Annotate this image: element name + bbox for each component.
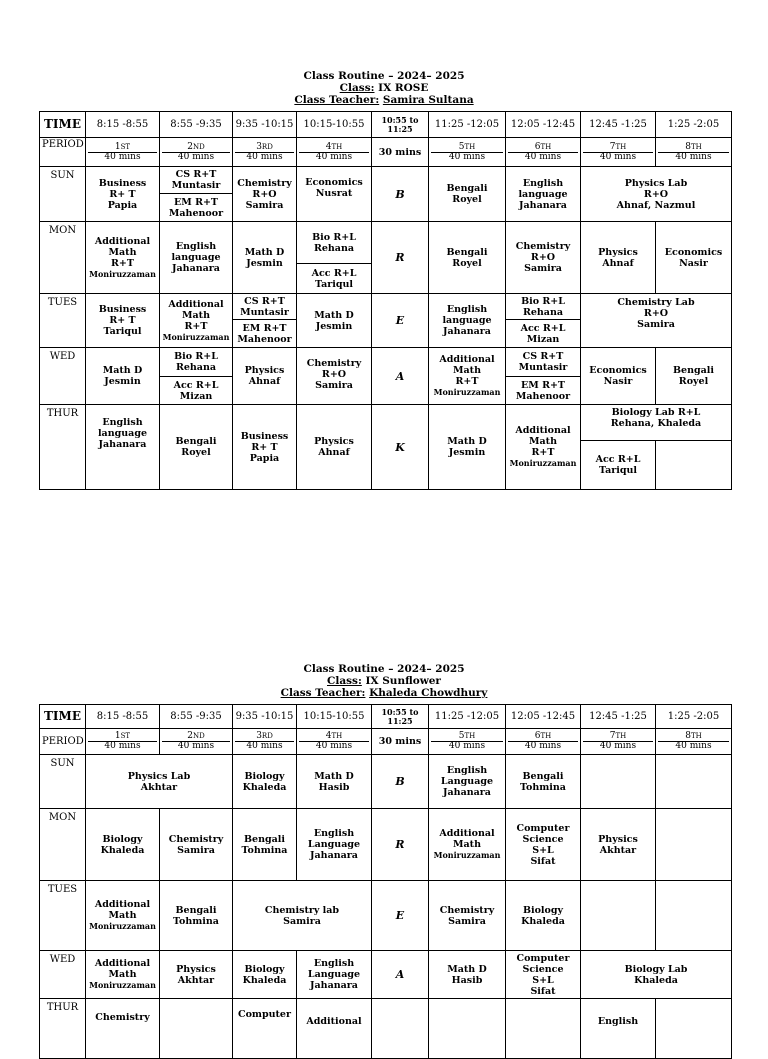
class-cell: English Language Jahanara [429, 755, 506, 809]
class-cell: English language Jahanara [506, 167, 581, 222]
routine-header-1 [0, 70, 768, 106]
time-slot-6: 12:05 -12:45 [506, 705, 581, 729]
class-cell: Biology Lab R+L Rehana, Khaleda [581, 405, 732, 441]
empty-cell [581, 755, 656, 809]
time-slot-3: 9:35 -10:15 [233, 112, 297, 138]
class-cell: Bengali Royel [429, 222, 506, 294]
class-label: Class: [327, 675, 362, 687]
empty-cell [506, 999, 581, 1059]
time-slot-5: 11:25 -12:05 [429, 705, 506, 729]
period-label: PERIOD [40, 138, 86, 167]
day-row-sun [40, 755, 732, 809]
empty-cell [160, 999, 233, 1059]
class-cell: English language Jahanara [86, 405, 160, 490]
routine-table-2 [39, 704, 732, 1059]
break-duration: 30 mins [372, 138, 429, 167]
class-cell: Physics Ahnaf [297, 405, 372, 490]
day-label: THUR [40, 405, 86, 490]
class-cell: Additional Math R+T Moniruzzaman [86, 222, 160, 294]
class-cell: Bio R+L Rehana [506, 294, 581, 320]
break-letter: R [372, 809, 429, 881]
class-name: IX Sunflower [365, 675, 441, 687]
period-1: 1ST 40 mins [86, 729, 160, 755]
day-row-mon [40, 809, 732, 881]
class-cell: Bio R+L Rehana [160, 348, 233, 377]
period-row [40, 138, 732, 167]
class-cell: Bengali Royel [656, 348, 732, 405]
day-row-wed [40, 348, 732, 377]
class-cell: Additional [297, 999, 372, 1059]
class-cell: English Language Jahanara [297, 809, 372, 881]
time-slot-7: 12:45 -1:25 [581, 705, 656, 729]
class-cell: Biology Lab Khaleda [581, 951, 732, 999]
period-8: 8TH 40 mins [656, 138, 732, 167]
time-label: TIME [40, 705, 86, 729]
teacher-line [0, 687, 768, 699]
class-cell: Biology Khaleda [506, 881, 581, 951]
break-letter: A [372, 951, 429, 999]
time-slot-8: 1:25 -2:05 [656, 705, 732, 729]
class-cell: English language Jahanara [160, 222, 233, 294]
class-cell: Computer [233, 999, 297, 1059]
time-slot-1: 8:15 -8:55 [86, 705, 160, 729]
class-cell: Physics Ahnaf [581, 222, 656, 294]
time-header-row [40, 705, 732, 729]
routine-table-1 [39, 111, 732, 490]
period-4: 4TH 40 mins [297, 729, 372, 755]
time-label: TIME [40, 112, 86, 138]
class-cell: Economics Nusrat [297, 167, 372, 222]
class-cell: Math D Hasib [429, 951, 506, 999]
day-label: WED [40, 951, 86, 999]
class-cell: Bengali Tohmina [233, 809, 297, 881]
class-cell: EM R+T Mahenoor [506, 377, 581, 405]
empty-cell [656, 809, 732, 881]
period-5: 5TH 40 mins [429, 138, 506, 167]
class-cell: Bengali Tohmina [506, 755, 581, 809]
class-cell: Math D Jesmin [86, 348, 160, 405]
class-cell: Chemistry Lab R+O Samira [581, 294, 732, 348]
day-row-thu [40, 999, 732, 1059]
class-cell: Chemistry Samira [429, 881, 506, 951]
class-cell: Computer Science S+L Sifat [506, 951, 581, 999]
day-row-sun [40, 167, 732, 194]
day-row-wed [40, 951, 732, 999]
time-slot-2: 8:55 -9:35 [160, 705, 233, 729]
class-cell: Additional Math R+T Moniruzzaman [506, 405, 581, 490]
day-label: SUN [40, 755, 86, 809]
class-cell: Math D Jesmin [429, 405, 506, 490]
day-row-tue [40, 294, 732, 320]
class-cell: Physics Akhtar [581, 809, 656, 881]
period-5: 5TH 40 mins [429, 729, 506, 755]
class-cell: Math D Hasib [297, 755, 372, 809]
period-3: 3RD 40 mins [233, 729, 297, 755]
teacher-label: Class Teacher: [294, 94, 380, 106]
class-line [0, 82, 768, 94]
day-label: MON [40, 809, 86, 881]
class-cell: Bio R+L Rehana [297, 222, 372, 264]
class-cell: Additional Math Moniruzzaman [86, 881, 160, 951]
class-cell: Computer Science S+L Sifat [506, 809, 581, 881]
empty-cell [656, 881, 732, 951]
class-label: Class: [339, 82, 375, 94]
break-letter: B [372, 167, 429, 222]
time-slot-4: 10:15-10:55 [297, 705, 372, 729]
break-time-slot: 10:55 to 11:25 [372, 112, 429, 138]
class-cell: English Language Jahanara [297, 951, 372, 999]
time-slot-1: 8:15 -8:55 [86, 112, 160, 138]
period-6: 6TH 40 mins [506, 729, 581, 755]
class-cell: CS R+T Muntasir [233, 294, 297, 320]
class-cell: Additional Math R+T Moniruzzaman [429, 348, 506, 405]
teacher-name: Samira Sultana [382, 94, 474, 106]
break-letter: E [372, 294, 429, 348]
class-cell: Bengali Tohmina [160, 881, 233, 951]
period-4: 4TH 40 mins [297, 138, 372, 167]
time-slot-6: 12:05 -12:45 [506, 112, 581, 138]
class-cell: English language Jahanara [429, 294, 506, 348]
time-slot-5: 11:25 -12:05 [429, 112, 506, 138]
class-cell: Additional Math R+T Moniruzzaman [160, 294, 233, 348]
class-cell: Math D Jesmin [297, 294, 372, 348]
break-letter: A [372, 348, 429, 405]
day-label: THUR [40, 999, 86, 1059]
class-cell: Additional Math Moniruzzaman [86, 951, 160, 999]
time-header-row [40, 112, 732, 138]
class-cell: Business R+ T Tariqul [86, 294, 160, 348]
class-cell: Chemistry R+O Samira [233, 167, 297, 222]
day-label: TUES [40, 294, 86, 348]
break-time-slot: 10:55 to 11:25 [372, 705, 429, 729]
routine-title: Class Routine – 2024– 2025 [303, 70, 465, 82]
period-7: 7TH 40 mins [581, 138, 656, 167]
class-line [0, 675, 768, 687]
class-cell: Economics Nasir [581, 348, 656, 405]
day-row-tue [40, 881, 732, 951]
period-row [40, 729, 732, 755]
class-cell: Chemistry R+O Samira [297, 348, 372, 405]
empty-cell [581, 881, 656, 951]
class-cell: CS R+T Muntasir [160, 167, 233, 194]
break-letter: R [372, 222, 429, 294]
day-row-thu [40, 405, 732, 441]
period-1: 1ST 40 mins [86, 138, 160, 167]
class-cell: Chemistry [86, 999, 160, 1059]
class-cell: Bengali Royel [160, 405, 233, 490]
time-slot-3: 9:35 -10:15 [233, 705, 297, 729]
time-slot-2: 8:55 -9:35 [160, 112, 233, 138]
class-cell: Acc R+L Mizan [160, 377, 233, 405]
class-cell: Physics Ahnaf [233, 348, 297, 405]
teacher-label: Class Teacher: [280, 687, 366, 699]
period-2: 2ND 40 mins [160, 729, 233, 755]
class-cell: Chemistry Samira [160, 809, 233, 881]
period-label: PERIOD [40, 729, 86, 755]
day-label: WED [40, 348, 86, 405]
class-cell: Acc R+L Tariqul [297, 264, 372, 294]
class-cell: Chemistry lab Samira [233, 881, 372, 951]
class-cell: Business R+ T Papia [86, 167, 160, 222]
class-cell: EM R+T Mahenoor [160, 194, 233, 222]
class-cell: EM R+T Mahenoor [233, 320, 297, 348]
teacher-name: Khaleda Chowdhury [369, 687, 488, 699]
empty-cell [656, 441, 732, 490]
class-cell: Math D Jesmin [233, 222, 297, 294]
break-letter: E [372, 881, 429, 951]
class-cell: Biology Khaleda [233, 755, 297, 809]
break-duration: 30 mins [372, 729, 429, 755]
teacher-line [0, 94, 768, 106]
class-cell: English [581, 999, 656, 1059]
day-row-mon [40, 222, 732, 264]
class-cell: CS R+T Muntasir [506, 348, 581, 377]
period-6: 6TH 40 mins [506, 138, 581, 167]
class-cell: Chemistry R+O Samira [506, 222, 581, 294]
class-cell: Business R+ T Papia [233, 405, 297, 490]
class-cell: Economics Nasir [656, 222, 732, 294]
period-7: 7TH 40 mins [581, 729, 656, 755]
empty-cell [372, 999, 429, 1059]
empty-cell [429, 999, 506, 1059]
day-label: SUN [40, 167, 86, 222]
time-slot-7: 12:45 -1:25 [581, 112, 656, 138]
break-letter: B [372, 755, 429, 809]
class-name: IX ROSE [378, 82, 429, 94]
time-slot-8: 1:25 -2:05 [656, 112, 732, 138]
day-label: MON [40, 222, 86, 294]
class-cell: Bengali Royel [429, 167, 506, 222]
class-cell: Physics Lab Akhtar [86, 755, 233, 809]
class-cell: Acc R+L Tariqul [581, 441, 656, 490]
class-cell: Biology Khaleda [86, 809, 160, 881]
period-8: 8TH 40 mins [656, 729, 732, 755]
empty-cell [656, 755, 732, 809]
routine-title: Class Routine – 2024– 2025 [303, 663, 465, 675]
empty-cell [656, 999, 732, 1059]
period-2: 2ND 40 mins [160, 138, 233, 167]
class-cell: Additional Math Moniruzzaman [429, 809, 506, 881]
break-letter: K [372, 405, 429, 490]
class-cell: Physics Akhtar [160, 951, 233, 999]
day-label: TUES [40, 881, 86, 951]
class-cell: Acc R+L Mizan [506, 320, 581, 348]
routine-header-2 [0, 663, 768, 699]
class-cell: Physics Lab R+O Ahnaf, Nazmul [581, 167, 732, 222]
period-3: 3RD 40 mins [233, 138, 297, 167]
class-cell: Biology Khaleda [233, 951, 297, 999]
time-slot-4: 10:15-10:55 [297, 112, 372, 138]
